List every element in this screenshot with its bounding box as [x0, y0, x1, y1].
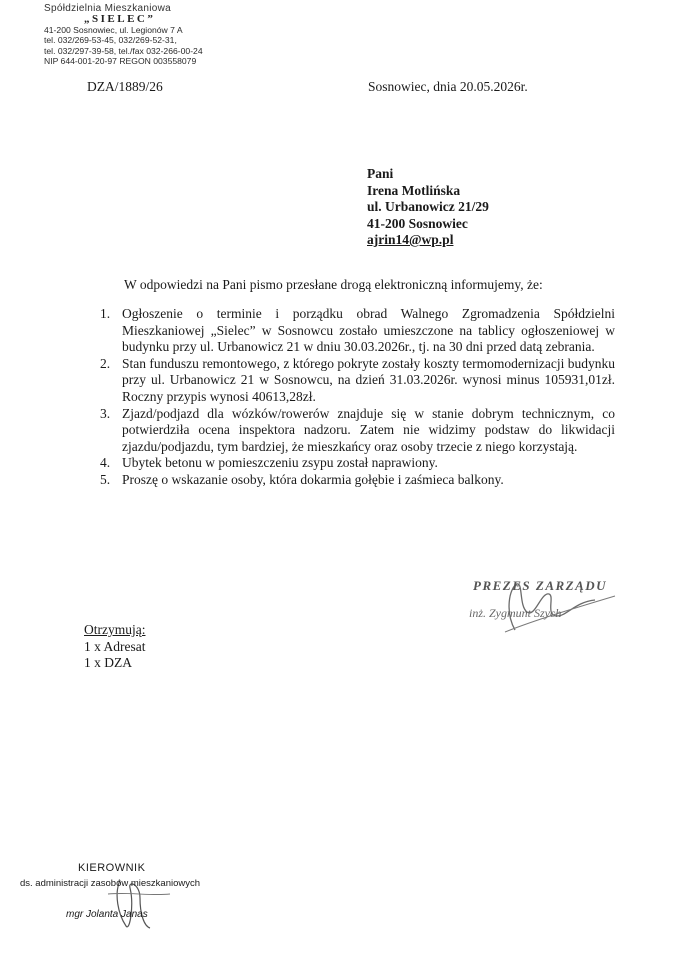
receiver-item: 1 x Adresat [84, 638, 146, 654]
list-item [100, 472, 615, 489]
recipient-block [367, 166, 489, 249]
recipient-city: 41-200 Sosnowiec [367, 215, 468, 231]
receivers-heading: Otrzymują: [84, 622, 146, 637]
stamp-address: 41-200 Sosnowiec, ul. Legionów 7 A [44, 24, 183, 35]
point-number: 1. [100, 306, 111, 321]
point-number: 5. [100, 471, 111, 487]
intro-text: W odpowiedzi na Pani pismo przesłane drogą elektroniczną informujemy, że: [124, 277, 543, 292]
recipient-street: ul. Urbanowicz 21/29 [367, 199, 489, 214]
stamp-ids: NIP 644-001-20-97 REGON 003558079 [44, 56, 197, 67]
points-list [100, 306, 615, 489]
manager-role: KIEROWNIK [78, 862, 146, 874]
point-text: Zjazd/podjazd dla wózków/rowerów znajduje się w stanie dobrym technicznym, co potwierdziła ocena inspektora nadzoru. Zatem nie widzimy podstaw do likwidacji zjazdu/podjazdu, tym bardziej, że mieszkańcy oraz osoby trzecie z niego korzystają. [122, 405, 615, 454]
stamp-phone1: tel. 032/269-53-45, 032/269-52-31, [44, 35, 177, 46]
list-item [100, 455, 615, 472]
point-number: 4. [100, 455, 111, 471]
recipient-email[interactable]: ajrin14@wp.pl [367, 232, 454, 247]
receiver-item: 1 x DZA [84, 655, 132, 670]
list-item [100, 306, 615, 356]
signature-name: inż. Zygmunt Szych [469, 606, 562, 620]
list-item [100, 406, 615, 456]
receivers-block [84, 622, 146, 672]
point-text: Ubytek betonu w pomieszczeniu zsypu został naprawiony. [122, 455, 438, 471]
cooperative-stamp [44, 4, 244, 66]
signature-title: PREZES ZARZĄDU [473, 578, 608, 593]
stamp-name: „SIELEC” [84, 13, 156, 26]
point-text: Proszę o wskazanie osoby, która dokarmia gołębie i zaśmieca balkony. [122, 471, 504, 487]
point-number: 3. [100, 405, 111, 421]
stamp-line1: Spółdzielnia Mieszkaniowa [44, 3, 172, 14]
point-text: Ogłoszenie o terminie i porządku obrad Walnego Zgromadzenia Spółdzielni Mieszkaniowej „Sielec” w Sosnowcu zostało umieszczone na tablicy ogłoszeniowej w budynku przy ul. Urbanowicz 21 w dniu 30.03.2026r., tj. na 30 dni przed datą zebrania. [122, 306, 615, 355]
reference-number: DZA/1889/26 [87, 79, 163, 94]
stamp-phone2: tel. 032/297-39-58, tel./fax 032-266-00-24 [44, 45, 203, 56]
manager-name: mgr Jolanta Janas [66, 909, 148, 920]
recipient-name: Irena Motlińska [367, 182, 461, 198]
letter-date: Sosnowiec, dnia 20.05.2026r. [368, 79, 528, 94]
recipient-salutation: Pani [367, 166, 394, 181]
president-signature-block [445, 572, 645, 642]
list-item [100, 356, 615, 406]
point-text: Stan funduszu remontowego, z którego pokryte zostały koszty termomodernizacji budynku przy ul. Urbanowicz 21 w Sosnowcu, na dzień 31.03.2026r. wynosi minus 105931,01zł. Roczny przypis wynosi 40613,28zł. [122, 355, 615, 404]
point-number: 2. [100, 355, 111, 371]
manager-department: ds. administracji zasobów mieszkaniowych [20, 878, 201, 889]
